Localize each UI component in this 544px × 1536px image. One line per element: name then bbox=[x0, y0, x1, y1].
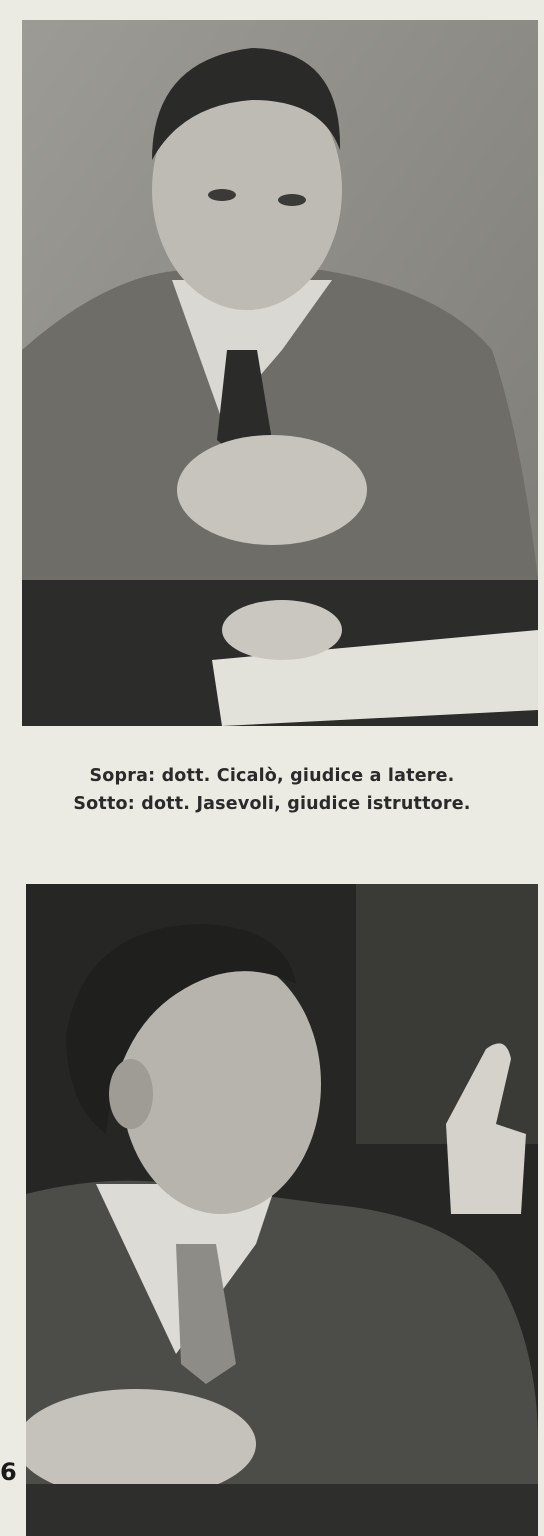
top-portrait-photo bbox=[22, 20, 538, 726]
photo-caption bbox=[0, 762, 544, 818]
bottom-portrait-photo bbox=[26, 884, 538, 1536]
page-number: 6 bbox=[0, 1458, 17, 1486]
portrait-photo-icon bbox=[22, 20, 538, 726]
caption-line-top: Sopra: dott. Cicalò, giudice a latere. bbox=[89, 766, 455, 786]
portrait-photo-icon bbox=[26, 884, 538, 1536]
caption-line-bottom: Sotto: dott. Jasevoli, giudice istruttore. bbox=[73, 794, 471, 814]
